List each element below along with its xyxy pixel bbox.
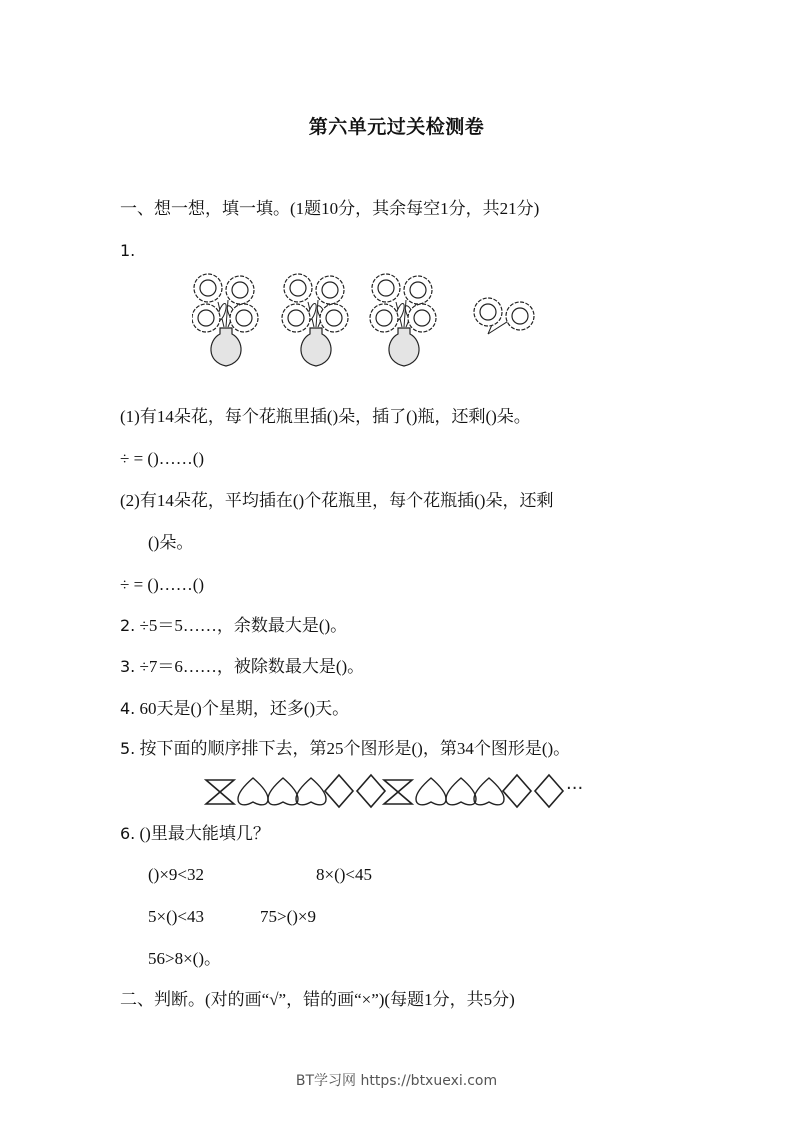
- heart-shape: [416, 778, 446, 805]
- question-3-number: 3.: [120, 657, 136, 676]
- flowers-vases-illustration: [192, 272, 547, 372]
- q6-row2-b: 75>()×9: [260, 907, 316, 926]
- question-5: [120, 738, 570, 760]
- heart-shape: [238, 778, 268, 805]
- question-5-text: 按下面的顺序排下去，第25个图形是()，第34个图形是()。: [139, 739, 571, 758]
- page-title: 第六单元过关检测卷: [308, 116, 485, 138]
- q6-row1-b: 8×()<45: [316, 865, 372, 884]
- ellipsis: ···: [566, 778, 584, 799]
- question-1-part-2-continued: ()朵。: [148, 533, 194, 552]
- diamond-shape: [535, 775, 563, 807]
- question-1-part-1: (1)有14朵花，每个花瓶里插()朵，插了()瓶，还剩()朵。: [120, 407, 531, 426]
- shape-sequence: [204, 772, 594, 810]
- question-6-number: 6.: [120, 824, 136, 843]
- heart-shape: [474, 778, 504, 805]
- diamond-shape: [503, 775, 531, 807]
- question-1-number: 1.: [120, 241, 136, 260]
- question-1-part-2: (2)有14朵花，平均插在()个花瓶里，每个花瓶插()朵，还剩: [120, 491, 554, 510]
- question-2-number: 2.: [120, 616, 136, 635]
- hourglass-shape: [206, 780, 234, 804]
- q6-row2-a: 5×()<43: [148, 907, 204, 926]
- question-5-number: 5.: [120, 739, 136, 758]
- footer-watermark: BT学习网 https://btxuexi.com: [295, 1073, 498, 1089]
- question-3: [120, 656, 364, 678]
- heart-shape: [296, 778, 326, 805]
- q6-row1-a: ()×9<32: [148, 865, 204, 884]
- question-3-text: ÷7＝6……，被除数最大是()。: [139, 657, 365, 676]
- question-4: [120, 698, 349, 720]
- diamond-shape: [325, 775, 353, 807]
- diamond-shape: [357, 775, 385, 807]
- hourglass-shape: [384, 780, 412, 804]
- question-6-text: ()里最大能填几？: [139, 824, 270, 843]
- section-2-heading: 二、判断。(对的画“√”，错的画“×”)(每题1分，共5分): [120, 990, 515, 1009]
- question-1-part-1-formula: ÷ = ()……(): [120, 449, 205, 468]
- heart-shape: [268, 778, 298, 805]
- heart-shape: [446, 778, 476, 805]
- question-4-text: 60天是()个星期，还多()天。: [139, 699, 350, 718]
- q6-row3-a: 56>8×()。: [148, 949, 221, 968]
- question-4-number: 4.: [120, 699, 136, 718]
- question-1-part-2-formula: ÷ = ()……(): [120, 575, 205, 594]
- question-2: [120, 615, 347, 637]
- section-1-heading: 一、想一想，填一填。(1题10分，其余每空1分，共21分): [120, 199, 540, 218]
- question-2-text: ÷5＝5……，余数最大是()。: [139, 616, 348, 635]
- question-6: [120, 823, 270, 845]
